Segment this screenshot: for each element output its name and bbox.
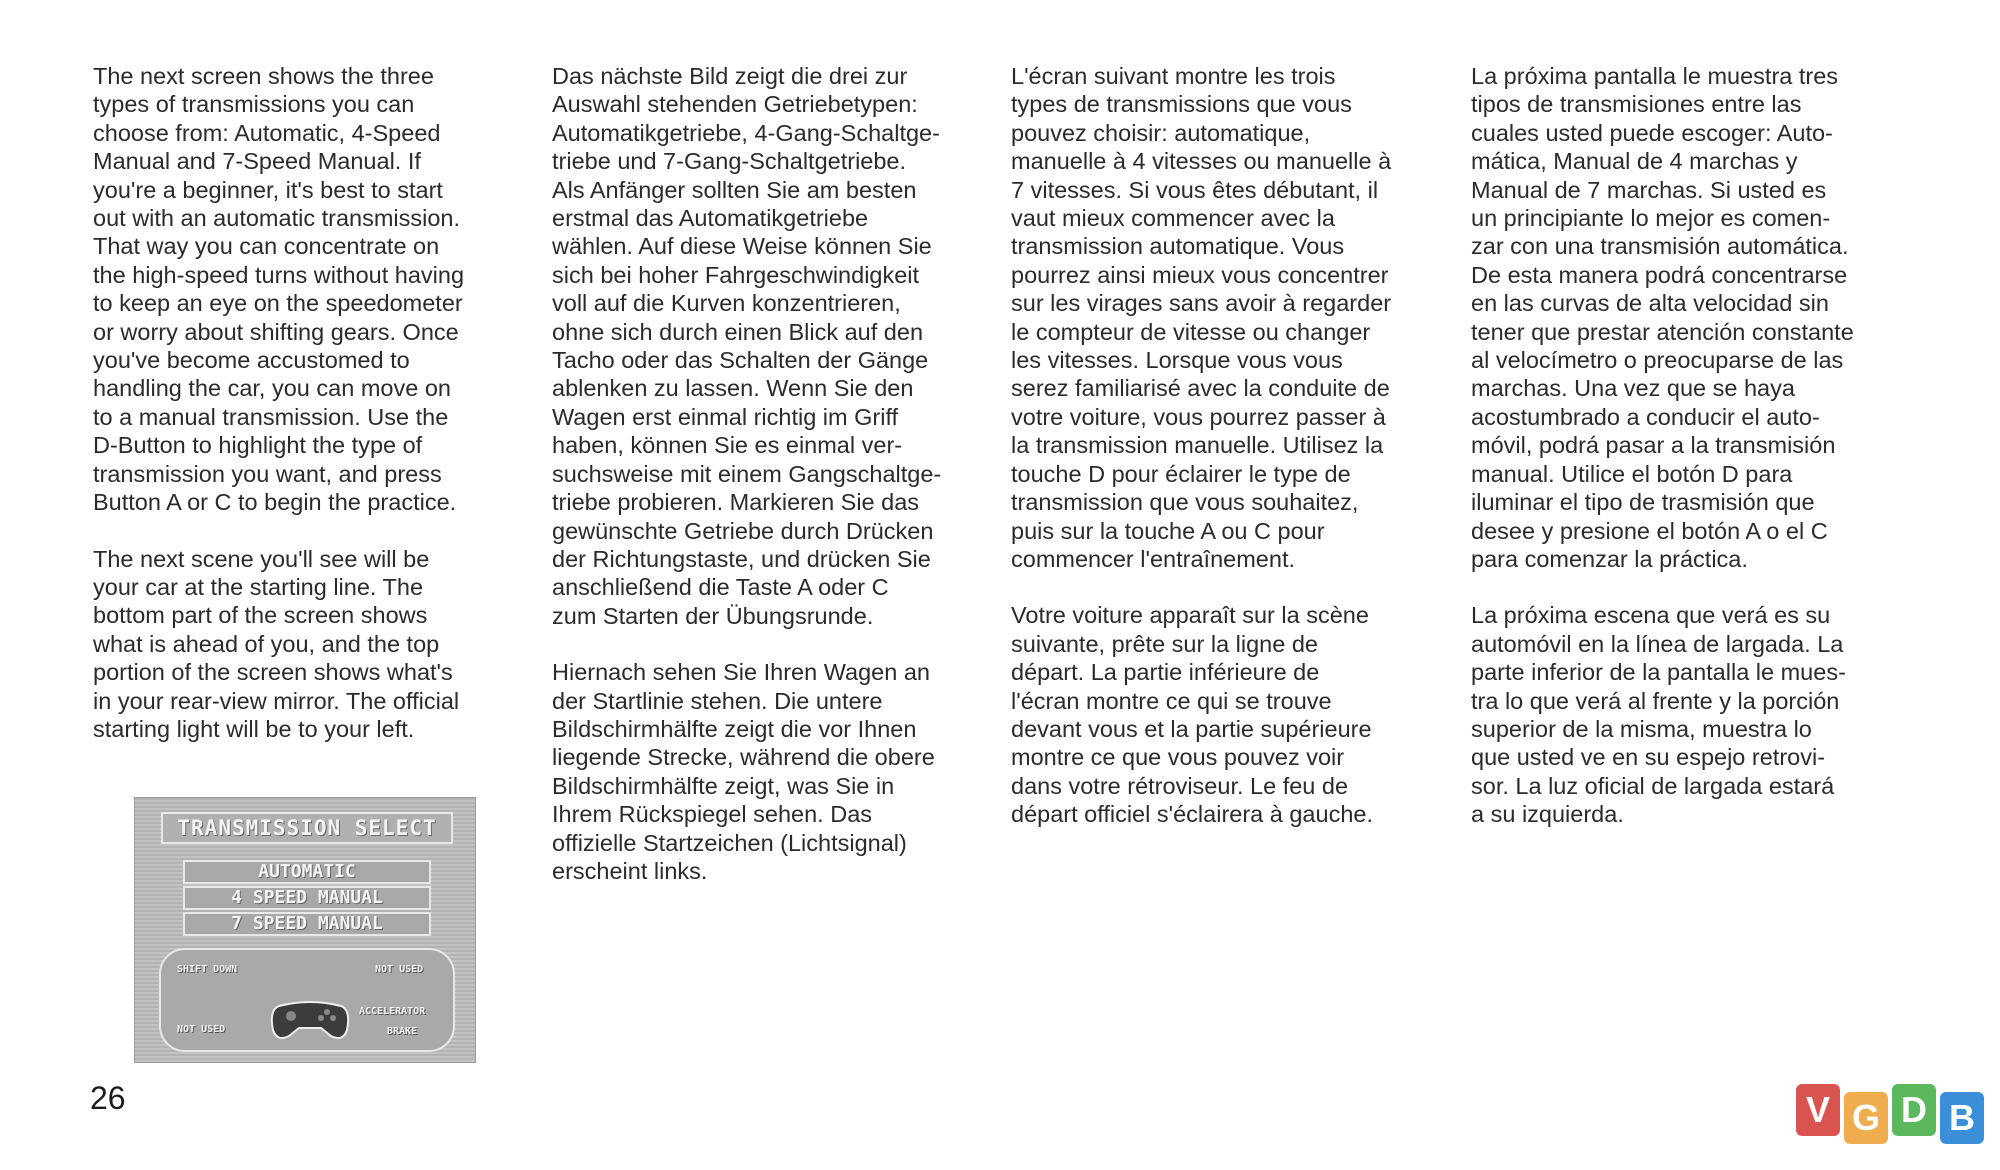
- gamepad-icon: [269, 998, 351, 1042]
- logo-letter-d: D: [1892, 1084, 1936, 1136]
- controller-panel: [159, 948, 455, 1052]
- label-not-used-top: NOT USED: [375, 964, 424, 975]
- logo-letter-g: G: [1844, 1092, 1888, 1144]
- german-paragraph-1: Das nächste Bild zeigt die drei zur Auswahl stehenden Getriebetypen: Automatikgetriebe, 4-Gang-Schaltge- triebe und 7-Gang-Schaltgetriebe. Als Anfänger sollten Sie am besten erstmal das Automatikgetriebe wählen. Auf diese Weise können Sie sich bei hoher Fahrgeschwindigkeit voll auf die Kurven konzentrieren, ohne sich durch einen Blick auf den Tacho oder das Schalten der Gänge ablenken zu lassen. Wenn Sie den Wagen erst einmal richtig im Griff haben, können Sie es einmal ver- suchsweise mit einem Gangschaltge- triebe probieren. Markieren Sie das gewünschte Getriebe durch Drücken der Richtungstaste, und drücken Sie anschließend die Taste A oder C zum Starten der Übungsrunde.: [552, 63, 942, 629]
- logo-letter-v: V: [1796, 1084, 1840, 1136]
- german-column: [552, 62, 992, 913]
- english-column: [93, 62, 523, 771]
- transmission-select-screenshot: [134, 797, 476, 1063]
- french-paragraph-1: L'écran suivant montre les trois types de transmissions que vous pouvez choisir: automatique, manuelle à 4 vitesses ou manuelle à 7 vitesses. Si vous êtes débutant, il vaut mieux commencer avec la transmission automatique. Vous pourrez ainsi mieux vous concentrer sur les virages sans avoir à regarder le compteur de vitesse ou changer les vitesses. Lorsque vous vous serez familiarisé avec la conduite de votre voiture, vous pourrez passer à la transmission manuelle. Utilisez la touche D pour éclairer le type de transmission que vous souhaitez, puis sur la touche A ou C pour commencer l'entraînement.: [1011, 63, 1392, 572]
- label-brake: BRAKE: [387, 1026, 418, 1037]
- label-accelerator: ACCELERATOR: [359, 1006, 426, 1017]
- logo-letter-b: B: [1940, 1092, 1984, 1144]
- french-paragraph-2: Votre voiture apparaît sur la scène suivante, prête sur la ligne de départ. La partie inférieure de l'écran montre ce qui se trouve devant vous et la partie supérieure montre ce que vous pouvez voir dans votre rétroviseur. Le feu de départ officiel s'éclairera à gauche.: [1011, 602, 1373, 828]
- english-paragraph-2: The next scene you'll see will be your car at the starting line. The bottom part of the screen shows what is ahead of you, and the top portion of the screen shows what's in your rear-view mirror. The official starting light will be to your left.: [93, 545, 460, 742]
- spanish-column: [1471, 62, 1911, 857]
- page-number: 26: [90, 1080, 126, 1116]
- screenshot-title: TRANSMISSION SELECT: [161, 812, 453, 844]
- option-4-speed-manual: 4 SPEED MANUAL: [183, 886, 431, 910]
- label-shift-down: SHIFT DOWN: [177, 964, 238, 975]
- german-paragraph-2: Hiernach sehen Sie Ihren Wagen an der Startlinie stehen. Die untere Bildschirmhälfte zeigt die vor Ihnen liegende Strecke, während die obere Bildschirmhälfte zeigt, was Sie in Ihrem Rückspiegel sehen. Das offizielle Startzeichen (Lichtsignal) erscheint links.: [552, 659, 935, 884]
- option-7-speed-manual: 7 SPEED MANUAL: [183, 912, 431, 936]
- spanish-paragraph-2: La próxima escena que verá es su automóvil en la línea de largada. La parte inferior de la pantalla le mues- tra lo que verá al frente y la porción superior de la misma, muestra lo que usted ve en su espejo retrovi- sor. La luz oficial de largada estará a su izquierda.: [1471, 602, 1846, 828]
- spanish-paragraph-1: La próxima pantalla le muestra tres tipos de transmisiones entre las cuales usted puede escoger: Auto- mática, Manual de 4 marchas y Manual de 7 marchas. Si usted es un principiante lo mejor es comen- zar con una transmisión automática. De esta manera podrá concentrarse en las curvas de alta velocidad sin tener que prestar atención constante al velocímetro o preocuparse de las marchas. Una vez que se haya acostumbrado a conducir el auto- móvil, podrá pasar a la transmisión manual. Utilice el botón D para iluminar el tipo de trasmisión que desee y presione el botón A o el C para comenzar la práctica.: [1471, 63, 1854, 572]
- vgdb-logo: [1796, 1084, 1984, 1144]
- label-not-used-bottom: NOT USED: [177, 1024, 226, 1035]
- french-column: [1011, 62, 1451, 857]
- english-paragraph-1: The next screen shows the three types of transmissions you can choose from: Automatic, 4-Speed Manual and 7-Speed Manual. If you're a beginner, it's best to start out with an automatic transmission. That way you can concentrate on the high-speed turns without having to keep an eye on the speedometer or worry about shifting gears. Once you've become accustomed to handling the car, you can move on to a manual transmission. Use the D-Button to highlight the type of transmission you want, and press Button A or C to begin the practice.: [93, 63, 465, 516]
- option-automatic: AUTOMATIC: [183, 860, 431, 884]
